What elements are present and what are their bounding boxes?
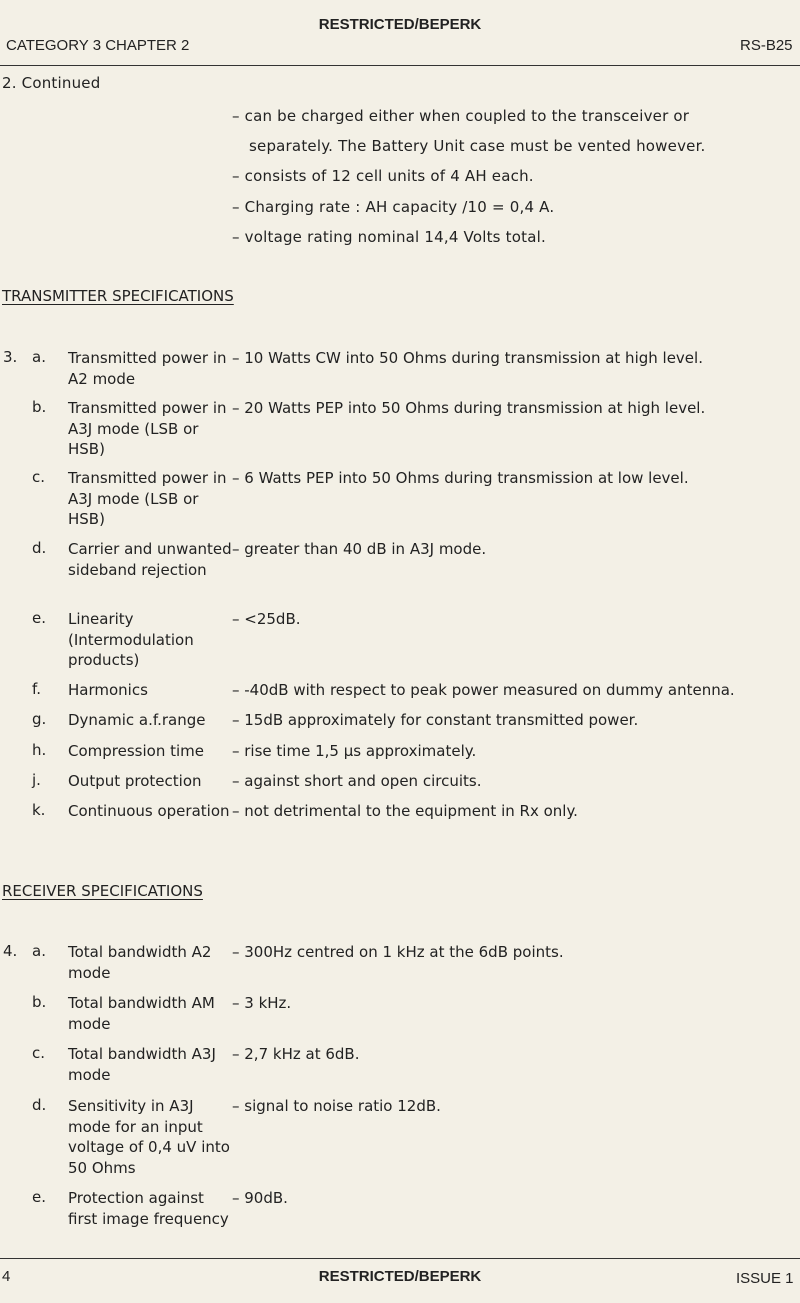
item-description: – rise time 1,5 µs approximately.	[232, 742, 477, 760]
footer-page-number: 4	[2, 1268, 11, 1285]
item-label: Total bandwidth AM mode	[68, 994, 215, 1033]
item-letter: d.	[32, 1096, 47, 1114]
item-letter: b.	[32, 398, 47, 416]
item-letter: b.	[32, 993, 47, 1011]
continued-line: – consists of 12 cell units of 4 AH each.	[232, 167, 534, 185]
receiver-section-title: RECEIVER SPECIFICATIONS	[2, 882, 203, 900]
receiver-section-number: 4.	[3, 942, 18, 960]
header-rule	[0, 65, 800, 66]
item-label: Continuous operation	[68, 802, 230, 820]
item-label: Output protection	[68, 772, 202, 790]
item-description: – 2,7 kHz at 6dB.	[232, 1045, 360, 1063]
item-label: Harmonics	[68, 681, 148, 699]
footer-issue: ISSUE 1	[736, 1270, 794, 1287]
item-letter: f.	[32, 680, 41, 698]
item-label: Protection against first image frequency	[68, 1189, 229, 1228]
item-description: – 90dB.	[232, 1189, 288, 1207]
item-label: Transmitted power in A3J mode (LSB or HSB)	[68, 469, 227, 528]
item-letter: c.	[32, 468, 46, 486]
continued-line: – voltage rating nominal 14,4 Volts total.	[232, 228, 546, 246]
item-letter: d.	[32, 539, 47, 557]
item-label: Linearity (Intermodulation products)	[68, 610, 194, 669]
item-description: – greater than 40 dB in A3J mode.	[232, 540, 487, 558]
item-letter: e.	[32, 609, 46, 627]
item-label: Compression time	[68, 742, 204, 760]
item-letter: j.	[32, 771, 41, 789]
item-label: Total bandwidth A3J mode	[68, 1045, 216, 1084]
header-title: RESTRICTED/BEPERK	[318, 16, 482, 33]
item-label: Carrier and unwanted sideband rejection	[68, 540, 232, 579]
footer-title: RESTRICTED/BEPERK	[318, 1268, 482, 1285]
item-label: Total bandwidth A2 mode	[68, 943, 212, 982]
item-description: – 6 Watts PEP into 50 Ohms during transmission at low level.	[232, 469, 689, 487]
item-description: – 15dB approximately for constant transmitted power.	[232, 711, 639, 729]
item-letter: a.	[32, 348, 46, 366]
item-letter: h.	[32, 741, 47, 759]
item-letter: a.	[32, 942, 46, 960]
item-letter: c.	[32, 1044, 46, 1062]
item-description: – against short and open circuits.	[232, 772, 482, 790]
transmitter-section-number: 3.	[3, 348, 18, 366]
item-description: – signal to noise ratio 12dB.	[232, 1097, 441, 1115]
continued-line: separately. The Battery Unit case must be vented however.	[249, 137, 706, 155]
item-label: Transmitted power in A2 mode	[68, 349, 227, 388]
item-description: – 10 Watts CW into 50 Ohms during transmission at high level.	[232, 349, 703, 367]
item-description: – 3 kHz.	[232, 994, 292, 1012]
continued-heading: 2. Continued	[2, 74, 101, 92]
continued-line: – Charging rate : AH capacity /10 = 0,4 A.	[232, 198, 555, 216]
item-label: Dynamic a.f.range	[68, 711, 206, 729]
continued-line: – can be charged either when coupled to the transceiver or	[232, 107, 690, 125]
item-description: – 20 Watts PEP into 50 Ohms during transmission at high level.	[232, 399, 706, 417]
header-doc-code: RS-B25	[740, 37, 793, 54]
item-letter: e.	[32, 1188, 46, 1206]
transmitter-section-title: TRANSMITTER SPECIFICATIONS	[2, 287, 234, 305]
item-label: Transmitted power in A3J mode (LSB or HSB)	[68, 399, 227, 458]
item-description: – -40dB with respect to peak power measured on dummy antenna.	[232, 681, 735, 699]
header-chapter: CATEGORY 3 CHAPTER 2	[6, 37, 190, 54]
item-letter: k.	[32, 801, 46, 819]
item-letter: g.	[32, 710, 47, 728]
item-description: – <25dB.	[232, 610, 301, 628]
item-description: – not detrimental to the equipment in Rx only.	[232, 802, 578, 820]
item-description: – 300Hz centred on 1 kHz at the 6dB points.	[232, 943, 564, 961]
footer-rule	[0, 1258, 800, 1259]
item-label: Sensitivity in A3J mode for an input voltage of 0,4 uV into 50 Ohms	[68, 1097, 230, 1177]
